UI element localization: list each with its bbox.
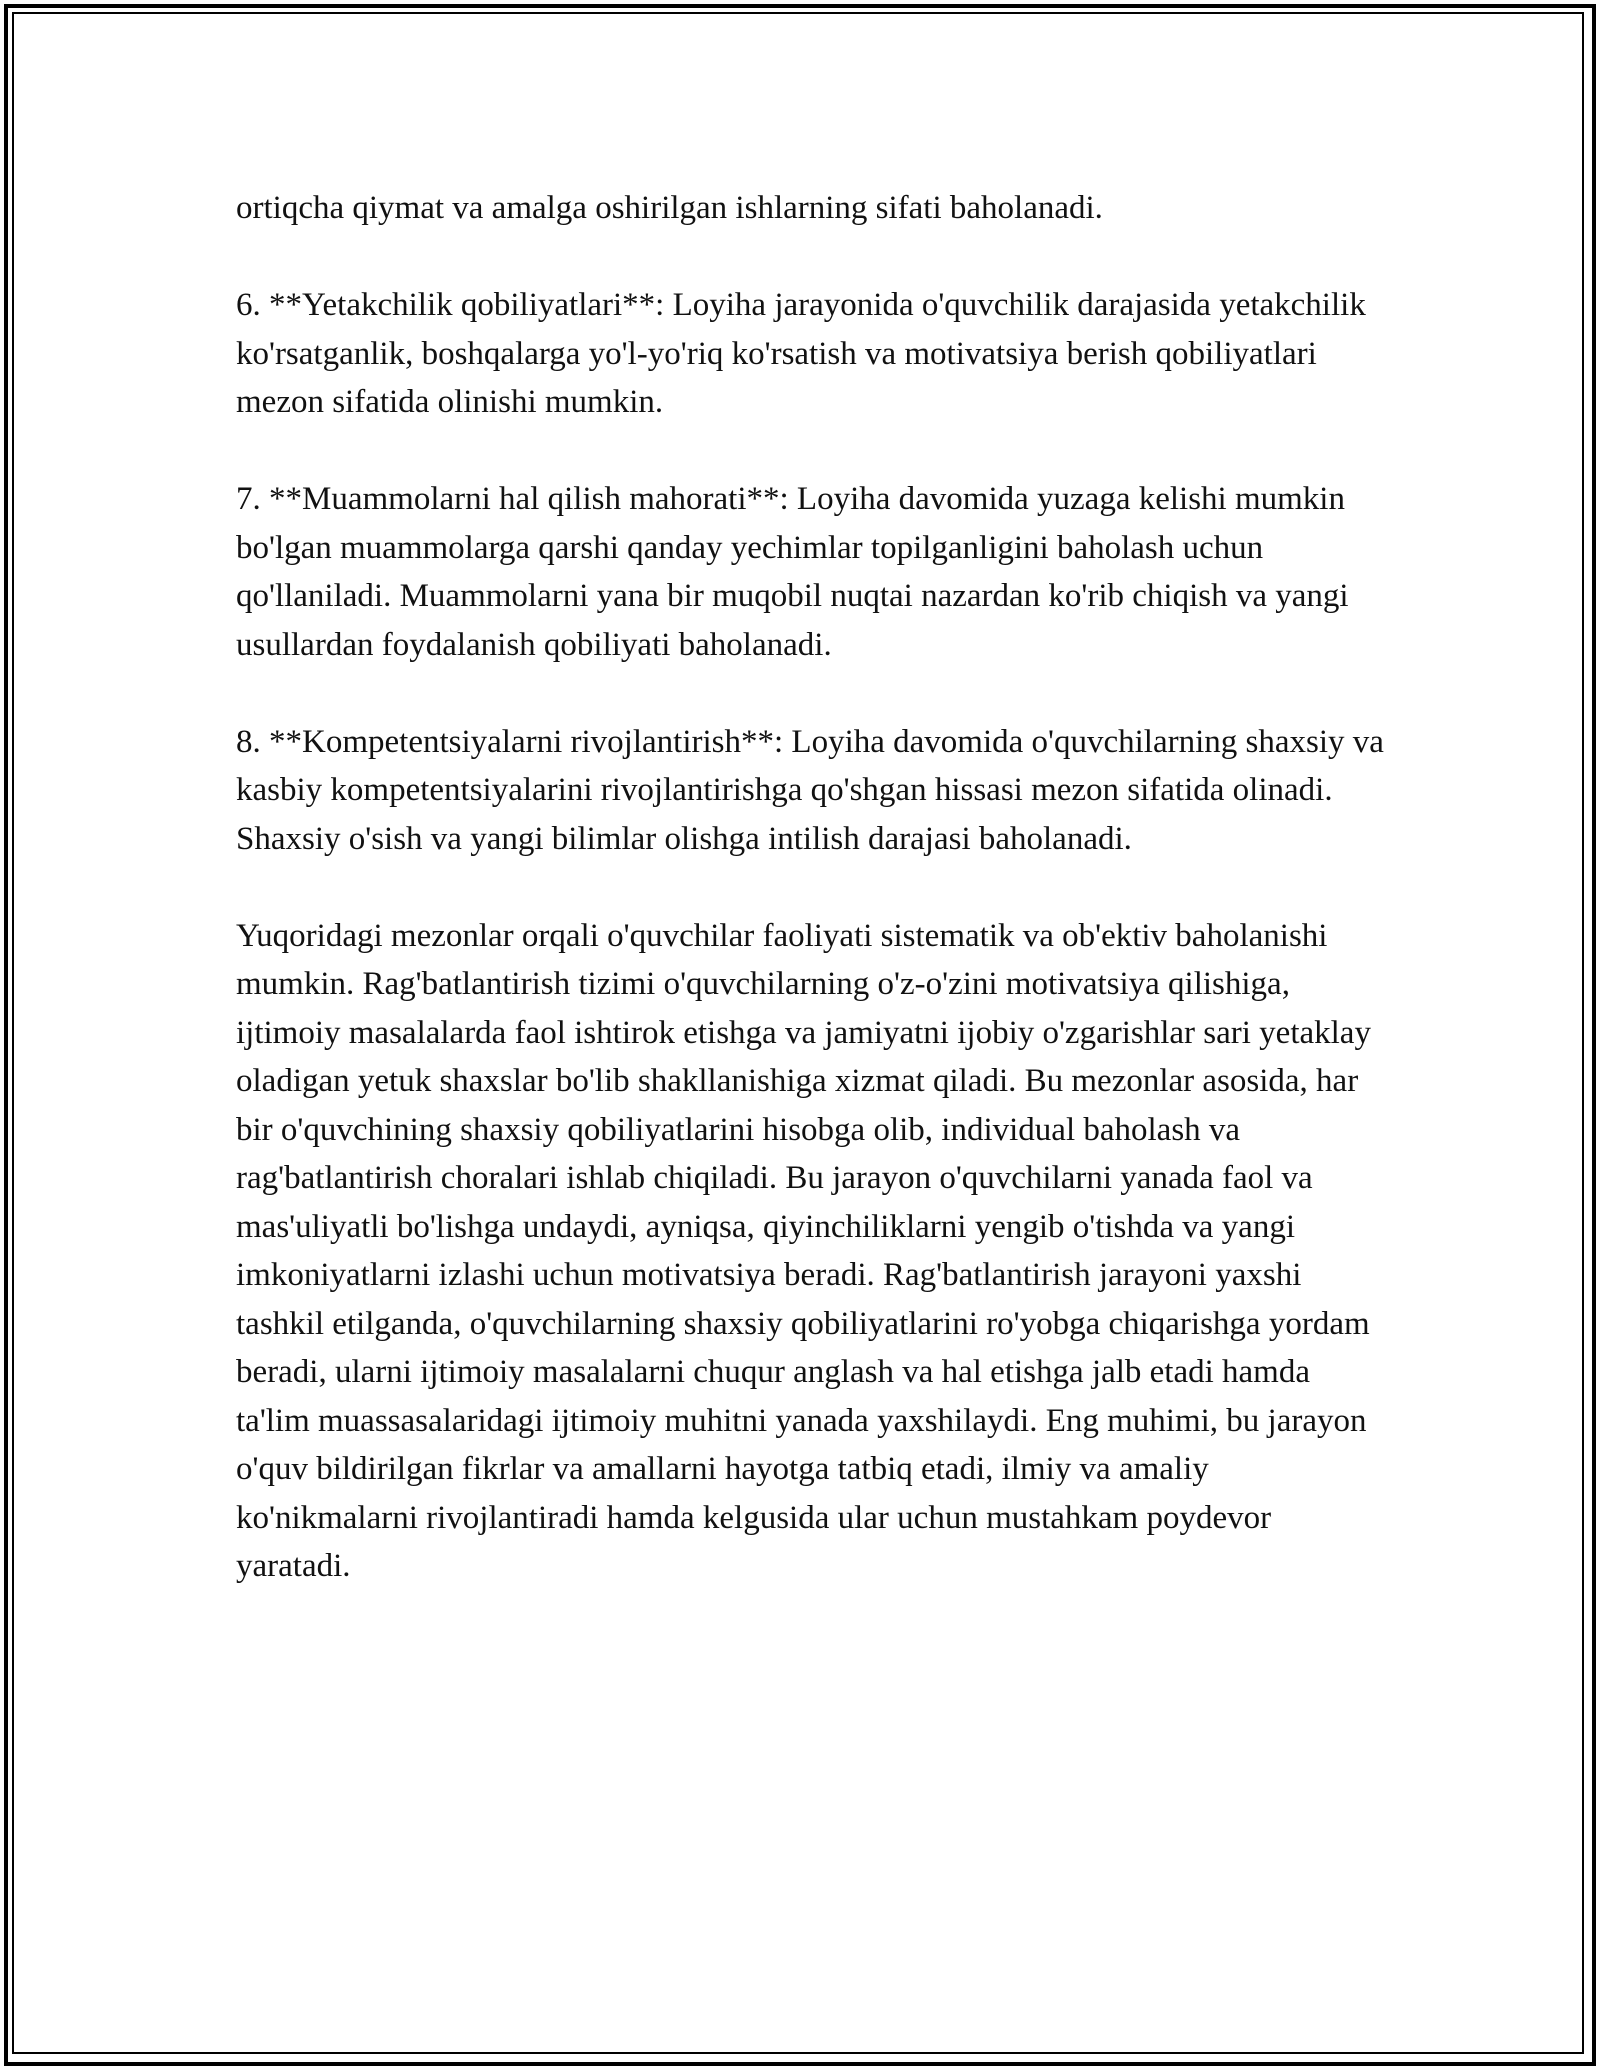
- paragraph-conclusion: Yuqoridagi mezonlar orqali o'quvchilar faoliyati sistematik va ob'ektiv baholanishi mumkin. Rag'batlantirish tizimi o'quvchilarning o'z-o'zini motivatsiya qilishiga, ijtimoiy masalalarda faol ishtirok etishga va jamiyatni ijobiy o'zgarishlar sari yetaklay oladigan yetuk shaxslar bo'lib shakllanishiga xizmat qiladi. Bu mezonlar asosida, har bir o'quvchining shaxsiy qobiliyatlarini hisobga olib, individual baholash va rag'batlantirish choralari ishlab chiqiladi. Bu jarayon o'quvchilarni yanada faol va mas'uliyatli bo'lishga undaydi, ayniqsa, qiyinchiliklarni yengib o'tishda va yangi imkoniyatlarni izlashi uchun motivatsiya beradi. Rag'batlantirish jarayoni yaxshi tashkil etilganda, o'quvchilarning shaxsiy qobiliyatlarini ro'yobga chiqarishga yordam beradi, ularni ijtimoiy masalalarni chuqur anglash va hal etishga jalb etadi hamda ta'lim muassasalaridagi ijtimoiy muhitni yanada yaxshilaydi. Eng muhimi, bu jarayon o'quv bildirilgan fikrlar va amallarni hayotga tatbiq etadi, ilmiy va amaliy ko'nikmalarni rivojlantiradi hamda kelgusida ular uchun mustahkam poydevor yaratadi.: [236, 917, 1371, 1584]
- paragraph-continuation: ortiqcha qiymat va amalga oshirilgan ishlarning sifati baholanadi.: [236, 190, 1103, 226]
- paragraph-item-6-leadership: 6. **Yetakchilik qobiliyatlari**: Loyiha jarayonida o'quvchilik darajasida yetakchilik ko'rsatganlik, boshqalarga yo'l-yo'riq ko'rsatish va motivatsiya berish qobiliyatlari mezon sifatida olinishi mumkin.: [236, 287, 1366, 420]
- paragraph-item-8-competencies: 8. **Kompetentsiyalarni rivojlantirish**: Loyiha davomida o'quvchilarning shaxsiy va kasbiy kompetentsiyalarini rivojlantirishga qo'shgan hissasi mezon sifatida olinadi. Shaxsiy o'sish va yangi bilimlar olishga intilish darajasi baholanadi.: [236, 723, 1384, 857]
- document-body: [236, 184, 1386, 1591]
- paragraph-item-7-problem-solving: 7. **Muammolarni hal qilish mahorati**: Loyiha davomida yuzaga kelishi mumkin bo'lgan muammolarga qarshi qanday yechimlar topilganligini baholash uchun qo'llaniladi. Muammolarni yana bir muqobil nuqtai nazardan ko'rib chiqish va yangi usullardan foydalanish qobiliyati baholanadi.: [236, 481, 1349, 663]
